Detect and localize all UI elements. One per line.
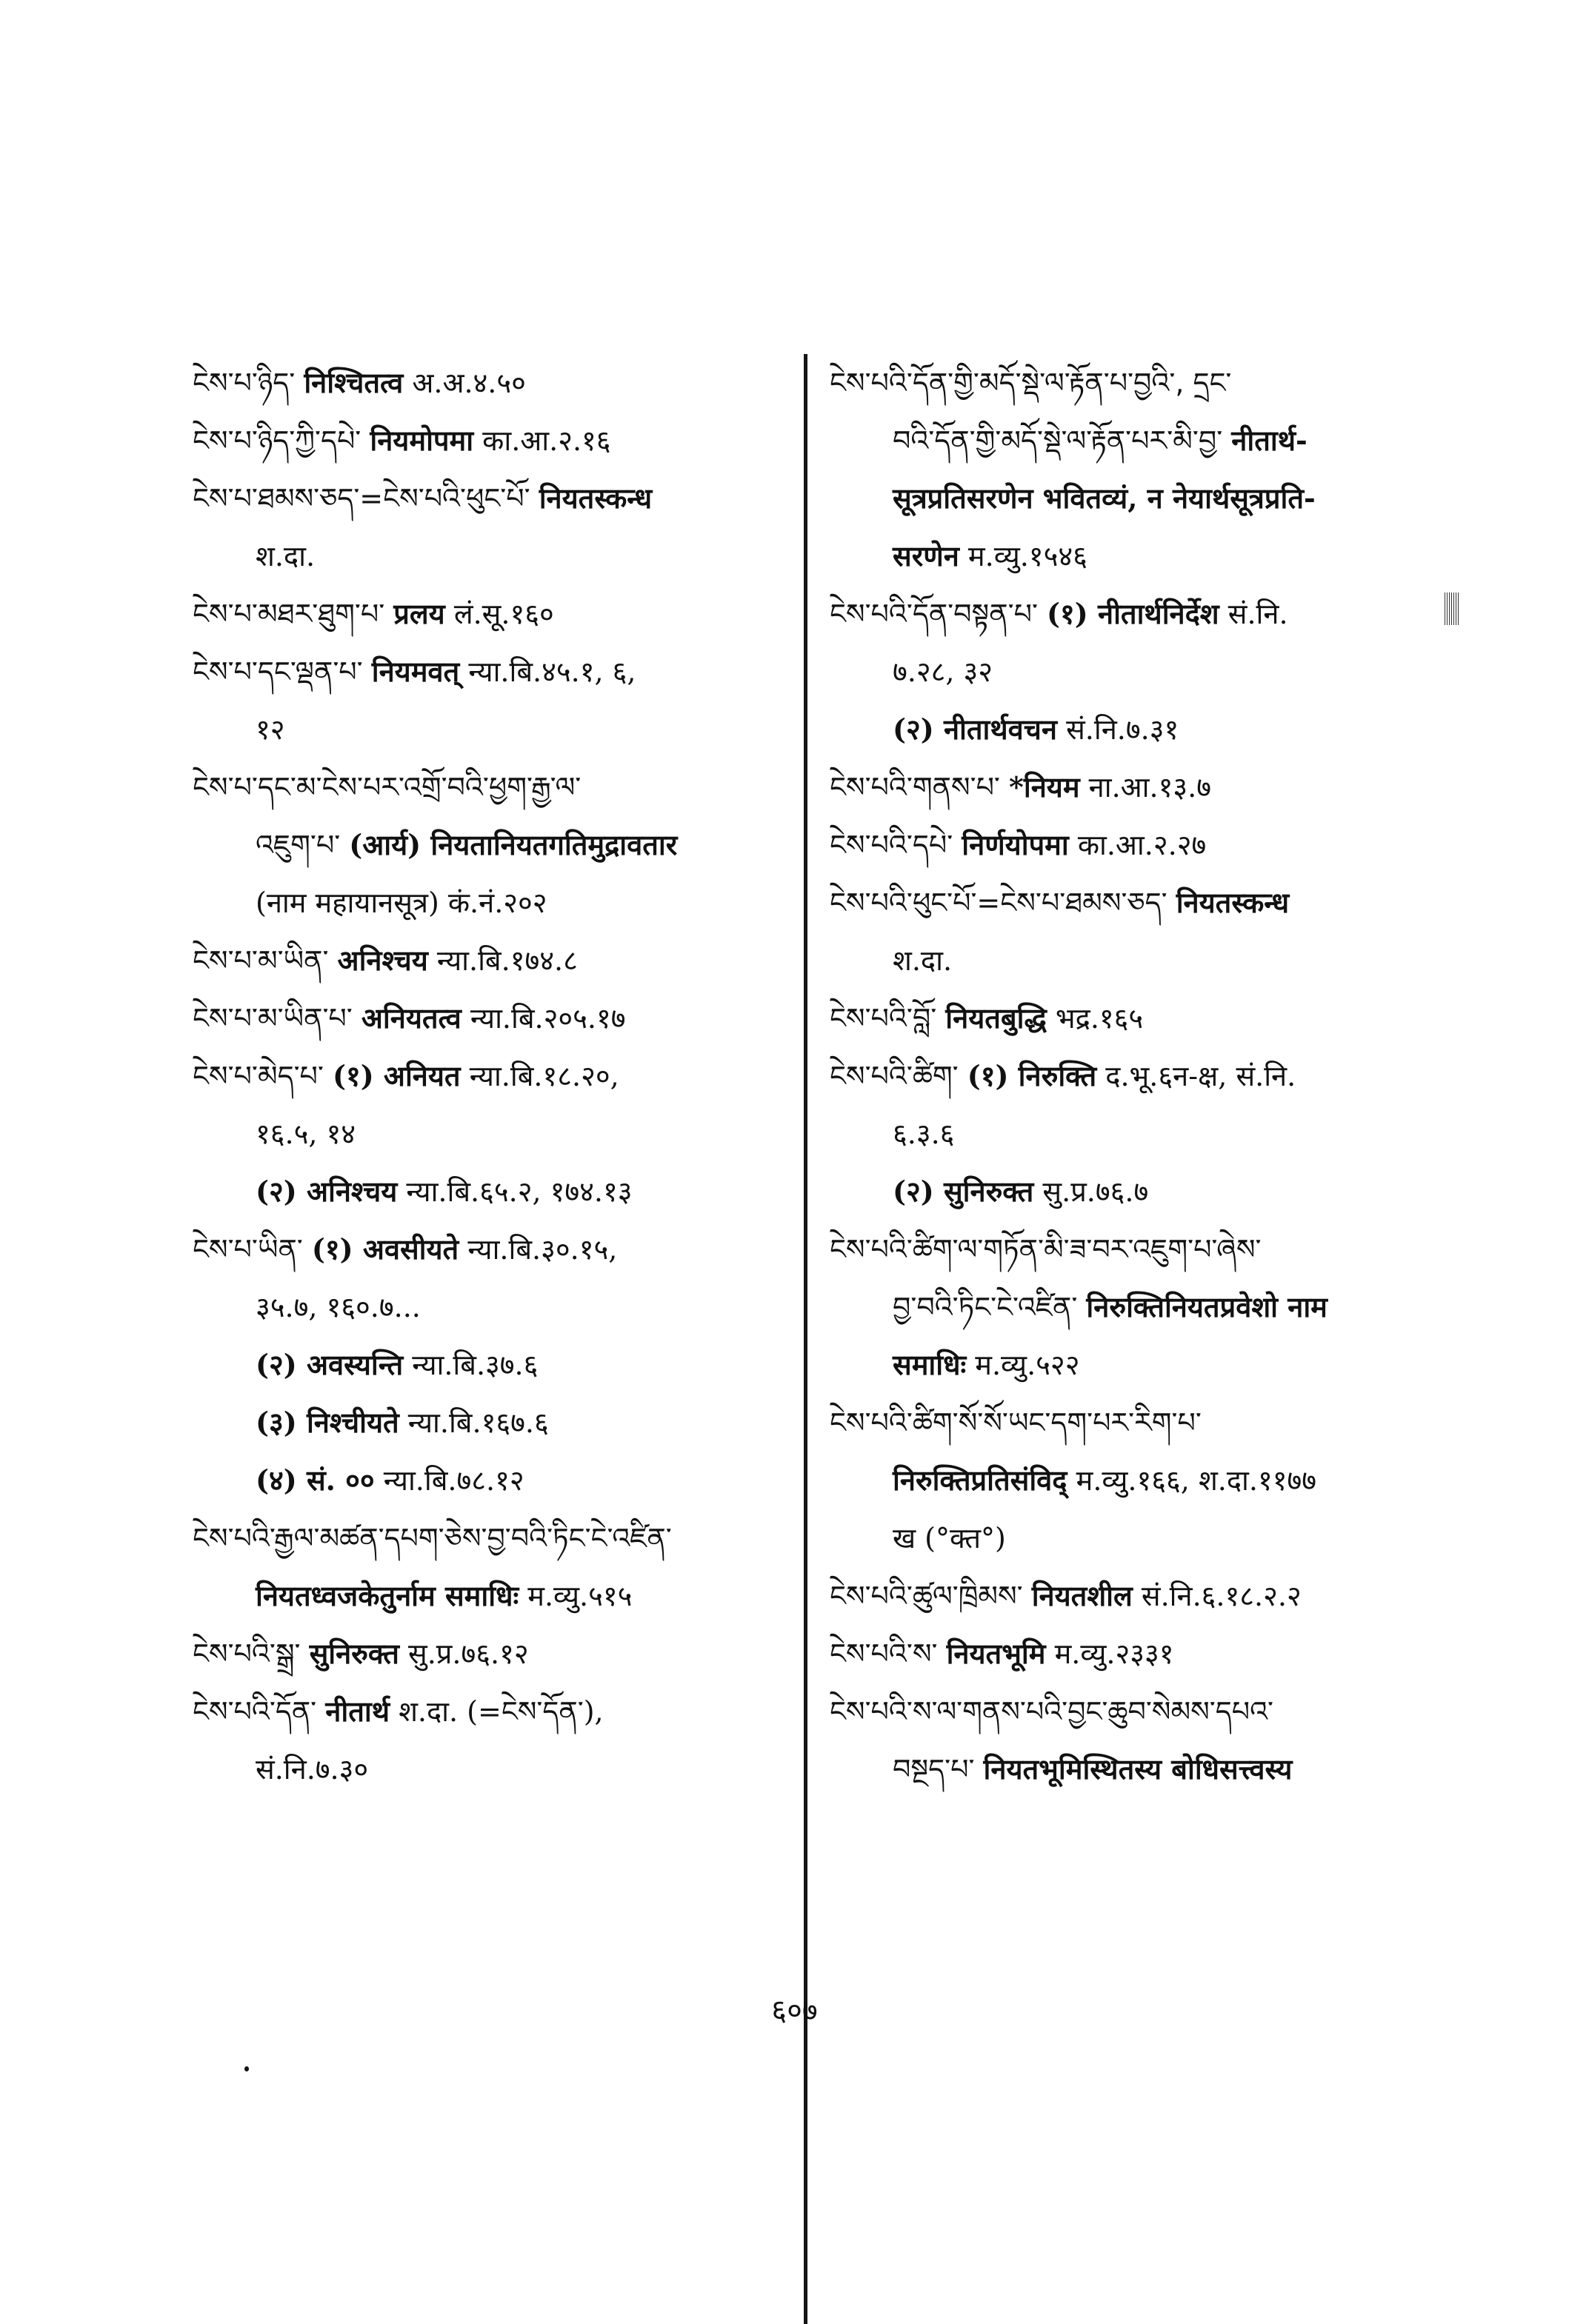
entry-line: [193, 1625, 800, 1683]
entry-line: [193, 1394, 800, 1452]
entry-line: [830, 816, 1430, 874]
entry-line: [830, 1683, 1430, 1740]
source-reference: १६.५, १४: [256, 1118, 356, 1150]
sanskrit-equivalent: (१) निरुक्ति: [967, 1059, 1097, 1092]
source-reference: ख (°क्त°): [893, 1522, 1006, 1555]
tibetan-term: ངེས་པའི་དཔེ་: [830, 829, 953, 861]
tibetan-term: ངེས་པའི་ཕུང་པོ་=ངེས་པ་ཐམས་ཅད་: [830, 886, 1167, 919]
sanskrit-equivalent: नियतभूमि: [946, 1637, 1046, 1670]
entry-line: [193, 1452, 800, 1509]
entry-line: [193, 874, 800, 932]
entry-line: [830, 1452, 1430, 1509]
entry-line: [830, 354, 1430, 412]
sanskrit-equivalent: नीतार्थ: [325, 1694, 390, 1728]
source-reference: न्या.बि.१८.२०,: [469, 1060, 619, 1092]
sanskrit-equivalent: नियतशील: [1031, 1579, 1133, 1612]
tibetan-term: བསྔད་པ་: [893, 1753, 975, 1786]
sanskrit-equivalent: (४) सं. ००: [256, 1463, 375, 1497]
entry-line: [830, 643, 1430, 701]
tibetan-term: ངེས་པ་ཐམས་ཅད་=ངེས་པའི་ཕུང་པོ་: [193, 482, 530, 515]
entry-line: [193, 585, 800, 643]
source-reference: १२: [256, 713, 285, 746]
source-reference: ६.३.६: [893, 1118, 955, 1150]
sanskrit-equivalent: (१) नीतार्थनिर्देश: [1047, 597, 1219, 630]
entry-line: [830, 1336, 1430, 1394]
entry-line: [830, 470, 1430, 527]
entry-line: [830, 932, 1430, 989]
entry-line: [193, 989, 800, 1047]
source-reference: का.आ.२.१६: [482, 424, 611, 457]
tibetan-term: ངེས་པ་ཉིད་ཀྱི་དཔེ་: [193, 424, 362, 457]
entry-line: [830, 1278, 1430, 1336]
source-reference: न्या.बि.३०.१५,: [467, 1233, 618, 1266]
tibetan-term: ངེས་པ་ཡིན་: [193, 1233, 303, 1266]
source-reference: न्या.बि.७८.१२: [383, 1464, 524, 1497]
tibetan-term: འཇུག་པ་: [256, 829, 341, 861]
sanskrit-equivalent: निश्चितत्व: [304, 366, 404, 399]
tibetan-term: ངེས་པའི་རྒྱལ་མཚན་དཔག་ཅེས་བྱ་བའི་ཏིང་ངེ་འཛིན་: [193, 1522, 672, 1555]
entry-line: [193, 1567, 800, 1625]
sanskrit-equivalent: निरुक्तिनियतप्रवेशो नाम: [1086, 1290, 1328, 1323]
entry-line: [193, 643, 800, 701]
source-reference: म.व्यु.१६६, श.दा.११७७: [1076, 1464, 1317, 1497]
entry-line: [830, 1221, 1430, 1278]
entry-line: [193, 758, 800, 816]
entry-line: [193, 1683, 800, 1740]
sanskrit-equivalent: (१) अवसीयते: [311, 1232, 459, 1266]
source-reference: न्या.बि.३७.६: [412, 1349, 539, 1381]
entry-line: [830, 874, 1430, 932]
sanskrit-equivalent: (आर्य) नियतानियतगतिमुद्रावतार: [349, 828, 678, 861]
tibetan-term: ངེས་པ་མ་ཡིན་པ་: [193, 1002, 353, 1035]
entry-line: [193, 1336, 800, 1394]
entry-line: [193, 1278, 800, 1336]
tibetan-term: ངེས་པའི་དོན་: [193, 1695, 317, 1728]
entry-line: [830, 527, 1430, 585]
entry-line: [193, 527, 800, 585]
entry-line: [830, 1509, 1430, 1567]
sanskrit-equivalent: (२) नीतार्थवचन: [893, 712, 1058, 746]
sanskrit-equivalent: अनियतत्व: [361, 1001, 462, 1035]
sanskrit-equivalent: निरुक्तिप्रतिसंविद्: [893, 1463, 1067, 1497]
entry-line: [193, 1509, 800, 1567]
entry-line: [193, 1163, 800, 1221]
sanskrit-equivalent: (२) सुनिरुक्त: [893, 1175, 1034, 1208]
ink-speck: [244, 2066, 249, 2071]
tibetan-term: ངེས་པའི་ས་ལ་གནས་པའི་བྱང་ཆུབ་སེམས་དཔའ་: [830, 1695, 1274, 1728]
source-reference: ना.आ.१३.७: [1088, 771, 1211, 804]
sanskrit-equivalent: नियमवत्: [371, 655, 460, 688]
entry-line: [193, 354, 800, 412]
source-reference: श.दा.: [893, 944, 953, 977]
sanskrit-equivalent: समाधिः: [893, 1348, 967, 1381]
source-reference: (नाम महायानसूत्र) कं.नं.२०२: [256, 886, 547, 919]
sanskrit-equivalent: प्रलय: [393, 597, 445, 630]
entry-line: [830, 1163, 1430, 1221]
tibetan-term: ངེས་པ་མེད་པ་: [193, 1060, 324, 1092]
tibetan-term: ངེས་པ་དང་ལྡན་པ་: [193, 655, 363, 688]
entry-line: [193, 932, 800, 989]
entry-line: [830, 1394, 1430, 1452]
sanskrit-equivalent: निर्णयोपमा: [962, 828, 1069, 861]
tibetan-term: ངེས་པའི་ཚིག་ལ་གཏོན་མི་ཟ་བར་འཇུག་པ་ཞེས་: [830, 1233, 1262, 1266]
tibetan-term: ངེས་པའི་སྒྲ་: [193, 1637, 301, 1670]
tibetan-term: ངེས་པའི་ཚུལ་ཁྲིམས་: [830, 1580, 1023, 1612]
source-reference: ७.२८, ३२: [893, 655, 993, 688]
tibetan-term: ངེས་པའི་ཚིག་སོ་སོ་ཡང་དག་པར་རིག་པ་: [830, 1406, 1202, 1439]
source-reference: सं.नि.६.१८.२.२: [1141, 1580, 1302, 1612]
tibetan-term: ངེས་པ་མ་ཡིན་: [193, 944, 329, 977]
tibetan-term: ངེས་པའི་གནས་པ་: [830, 771, 1000, 804]
source-reference: भद्र.१६५: [1055, 1002, 1144, 1035]
entry-line: [830, 585, 1430, 643]
source-reference: न्या.बि.१७४.८: [436, 944, 578, 977]
tibetan-term: ངེས་པའི་དོན་གྱི་མདོ་སྡེ་ལ་རྟོན་པ་བྱའི་, དྲང་: [830, 367, 1232, 399]
margin-mark: [1445, 592, 1459, 625]
source-reference: अ.अ.४.५०: [412, 367, 526, 399]
sanskrit-equivalent: नियतध्वजकेतुर्नाम समाधिः: [256, 1579, 519, 1612]
source-reference: लं.सू.१६०: [453, 598, 554, 630]
entry-line: [830, 1740, 1430, 1798]
sanskrit-equivalent: (३) निश्चीयते: [256, 1406, 399, 1439]
sanskrit-equivalent: नियतस्कन्ध: [1176, 886, 1290, 919]
entry-line: [193, 1105, 800, 1163]
source-reference: न्या.बि.१६७.६: [407, 1406, 549, 1439]
entry-line: [193, 470, 800, 527]
right-column: [830, 354, 1430, 1798]
sanskrit-equivalent: सुनिरुक्त: [309, 1637, 399, 1670]
tibetan-term: ངེས་པའི་དོན་བསྟན་པ་: [830, 598, 1038, 630]
source-reference: सं.नि.: [1227, 598, 1288, 630]
source-reference: म.व्यु.२३३१: [1054, 1637, 1174, 1670]
tibetan-term: ངེས་པ་དང་མ་ངེས་པར་འགྲོ་བའི་ཕྱག་རྒྱ་ལ་: [193, 771, 582, 804]
sanskrit-equivalent: सूत्रप्रतिसरणेन भवितव्यं, न नेयार्थसूत्रप्रति-: [893, 481, 1316, 515]
source-reference: न्या.बि.२०५.१७: [470, 1002, 626, 1035]
entry-line: [193, 412, 800, 470]
sanskrit-equivalent: *नियम: [1009, 770, 1080, 804]
source-reference: का.आ.२.२७: [1077, 829, 1207, 861]
entry-line: [830, 1625, 1430, 1683]
entry-line: [830, 412, 1430, 470]
tibetan-term: བྱ་བའི་ཏིང་ངེ་འཛིན་: [893, 1291, 1078, 1323]
source-reference: सं.नि.७.३१: [1066, 713, 1179, 746]
sanskrit-equivalent: (१) अनियत: [332, 1059, 461, 1092]
entry-line: [830, 1105, 1430, 1163]
sanskrit-equivalent: सरणेन: [893, 539, 959, 572]
source-reference: म.व्यु.१५४६: [967, 540, 1087, 572]
source-reference: द.भू.६न-क्ष, सं.नि.: [1105, 1060, 1296, 1092]
source-reference: न्या.बि.४५.१, ६,: [468, 655, 636, 688]
entry-line: [830, 1047, 1430, 1105]
entry-line: [830, 701, 1430, 758]
sanskrit-equivalent: नीतार्थ-: [1231, 424, 1307, 457]
sanskrit-equivalent: नियतभूमिस्थितस्य बोधिसत्त्वस्य: [983, 1752, 1293, 1786]
entry-line: [193, 1221, 800, 1278]
entry-line: [830, 1567, 1430, 1625]
tibetan-term: ངེས་པ་ཉིད་: [193, 367, 296, 399]
left-column: [193, 354, 800, 1798]
source-reference: म.व्यु.५२२: [975, 1349, 1080, 1381]
sanskrit-equivalent: अनिश्चय: [337, 944, 428, 977]
source-reference: श.दा. (=ངེས་དོན་),: [399, 1695, 604, 1728]
sanskrit-equivalent: नियतबुद्धि: [945, 1001, 1047, 1035]
entry-line: [193, 1740, 800, 1798]
tibetan-term: ངེས་པའི་ཚིག་: [830, 1060, 959, 1092]
entry-line: [193, 1047, 800, 1105]
tibetan-term: ངེས་པ་མཐར་ཐུག་པ་: [193, 598, 385, 630]
sanskrit-equivalent: (२) अवस्यन्ति: [256, 1348, 404, 1381]
entry-line: [830, 758, 1430, 816]
sanskrit-equivalent: (२) अनिश्चय: [256, 1175, 398, 1208]
tibetan-term: བའི་དོན་གྱི་མདོ་སྡེ་ལ་རྟོན་པར་མི་བྱ་: [893, 424, 1223, 457]
source-reference: श.दा.: [256, 540, 316, 572]
sanskrit-equivalent: नियतस्कन्ध: [539, 481, 653, 515]
entry-line: [193, 816, 800, 874]
source-reference: न्या.बि.६५.२, १७४.१३: [406, 1175, 633, 1208]
source-reference: सु.प्र.७६.७: [1042, 1175, 1149, 1208]
tibetan-term: ངེས་པའི་ས་: [830, 1637, 938, 1670]
source-reference: सु.प्र.७६.१२: [408, 1637, 529, 1670]
source-reference: ३५.७, १६०.७...: [256, 1291, 421, 1323]
page-number: ६०७: [771, 1994, 818, 2028]
source-reference: सं.नि.७.३०: [256, 1753, 369, 1786]
sanskrit-equivalent: नियमोपमा: [370, 424, 474, 457]
entry-line: [830, 989, 1430, 1047]
entry-line: [193, 701, 800, 758]
tibetan-term: ངེས་པའི་བློ་: [830, 1002, 937, 1035]
source-reference: म.व्यु.५१५: [527, 1580, 633, 1612]
